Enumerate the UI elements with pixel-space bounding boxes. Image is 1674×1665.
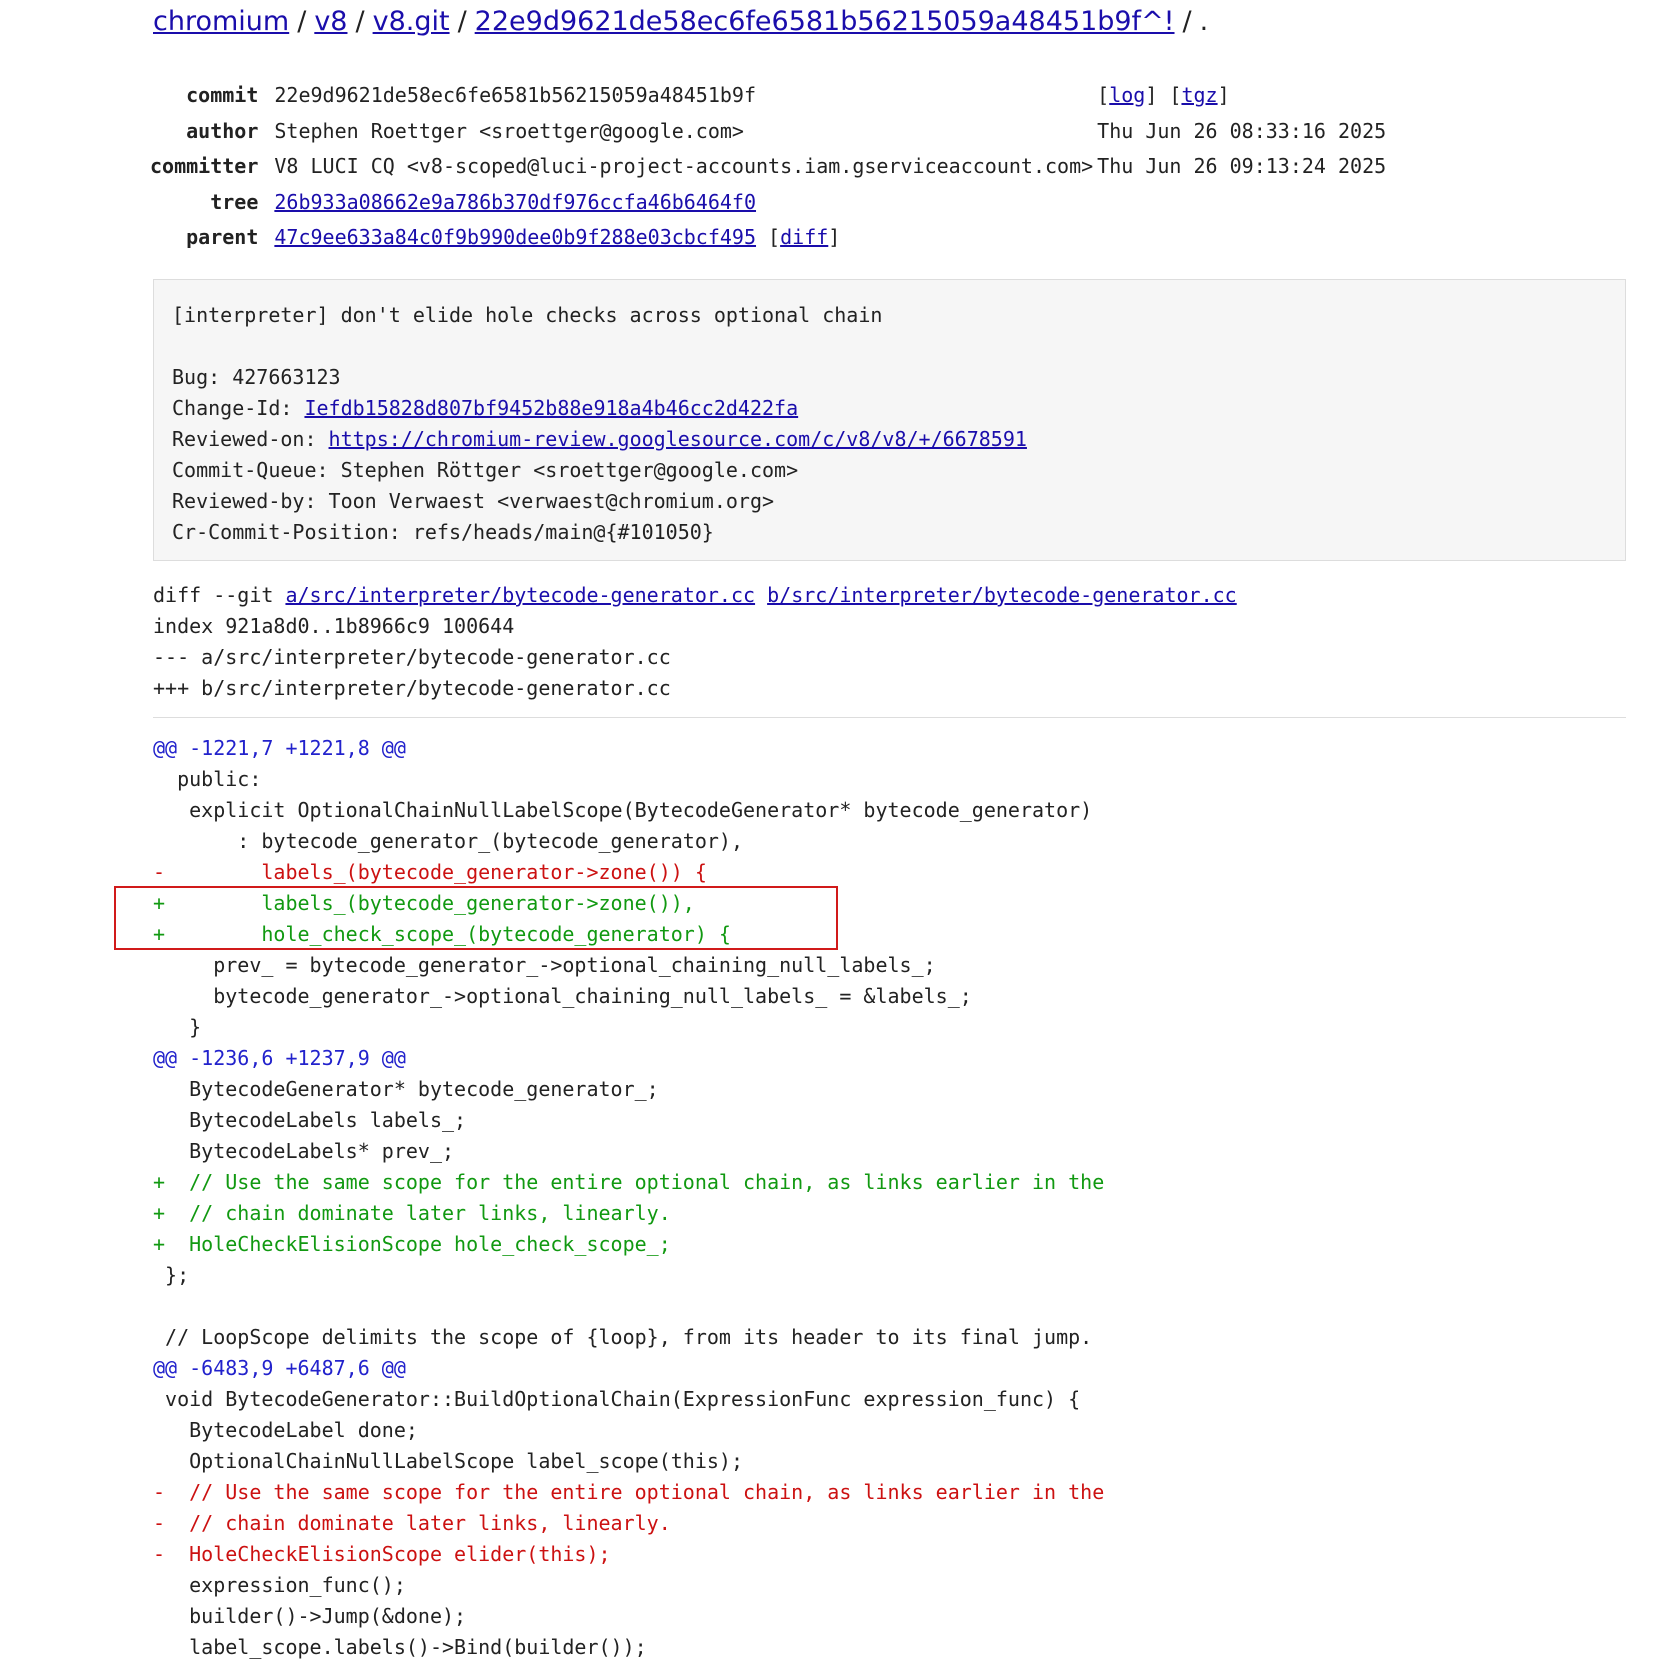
commit-hash: 22e9d9621de58ec6fe6581b56215059a48451b9f xyxy=(274,83,757,107)
commit-subject: [interpreter] don't elide hole checks across optional chain xyxy=(172,303,883,327)
diff-minus-line: --- a/src/interpreter/bytecode-generator.cc xyxy=(153,645,671,669)
diff-context-line: bytecode_generator_->optional_chaining_null_labels_ = &labels_; xyxy=(153,984,972,1008)
parent-row xyxy=(150,220,1396,256)
diff-plus-line: +++ b/src/interpreter/bytecode-generator.cc xyxy=(153,676,671,700)
breadcrumb-link-v8-git[interactable]: v8.git xyxy=(372,6,450,37)
reviewed-on-line xyxy=(172,424,1607,455)
commit-links: [log] [tgz] xyxy=(1097,83,1230,107)
author-label: author xyxy=(186,118,259,143)
commit-bug: Bug: 427663123 xyxy=(172,365,341,389)
diff-removed-line: - // chain dominate later links, linearly. xyxy=(153,1511,671,1535)
tgz-link[interactable]: tgz xyxy=(1181,83,1218,107)
diff-added-line: + hole_check_scope_(bytecode_generator) { xyxy=(153,922,731,946)
diff-context-line: explicit OptionalChainNullLabelScope(BytecodeGenerator* bytecode_generator) xyxy=(153,798,1093,822)
commit-message xyxy=(153,279,1626,561)
cr-commit-position-line: Cr-Commit-Position: refs/heads/main@{#101050} xyxy=(172,520,714,544)
committer-date: Thu Jun 26 09:13:24 2025 xyxy=(1097,154,1387,178)
diff-hunk-header: @@ -6483,9 +6487,6 @@ xyxy=(153,1356,406,1380)
commit-queue-line: Commit-Queue: Stephen Röttger <sroettger@google.com> xyxy=(172,458,799,482)
diff-context-line: public: xyxy=(153,767,262,791)
diff-context-line: BytecodeGenerator* bytecode_generator_; xyxy=(153,1077,659,1101)
commit-row xyxy=(150,78,1396,114)
change-id-link[interactable]: Iefdb15828d807bf9452b88e918a4b46cc2d422fa xyxy=(304,396,799,420)
diff-added-line: + labels_(bytecode_generator->zone()), xyxy=(153,891,695,915)
breadcrumb-separator: / xyxy=(297,6,307,37)
diff-removed-line: - labels_(bytecode_generator->zone()) { xyxy=(153,860,707,884)
tree-row xyxy=(150,185,1396,221)
diff-b-path-link[interactable]: b/src/interpreter/bytecode-generator.cc xyxy=(767,583,1237,607)
diff-added-line: + HoleCheckElisionScope hole_check_scope_; xyxy=(153,1232,671,1256)
commit-metadata xyxy=(150,78,1396,256)
diff-git-prefix: diff --git xyxy=(153,583,286,607)
log-link[interactable]: log xyxy=(1109,83,1146,107)
tree-cell xyxy=(274,185,1097,221)
diff-body xyxy=(153,733,1104,1663)
breadcrumb-separator: / xyxy=(355,6,365,37)
diff-added-line: + // chain dominate later links, linearly. xyxy=(153,1201,671,1225)
diff-removed-line: - HoleCheckElisionScope elider(this); xyxy=(153,1542,611,1566)
reviewed-on-label: Reviewed-on: xyxy=(172,427,329,451)
diff-context-line: BytecodeLabels* prev_; xyxy=(153,1139,455,1163)
parent-cell: 47c9ee633a84c0f9b990dee0b9f288e03cbcf495 [diff] xyxy=(274,225,841,249)
diff-context-line: BytecodeLabel done; xyxy=(153,1418,418,1442)
breadcrumb-tail: . xyxy=(1199,6,1209,37)
committer-value: V8 LUCI CQ <v8-scoped@luci-project-accounts.iam.gserviceaccount.com> xyxy=(274,154,1094,178)
diff-context-line: expression_func(); xyxy=(153,1573,406,1597)
diff-context-line: prev_ = bytecode_generator_->optional_chaining_null_labels_; xyxy=(153,953,936,977)
change-id-line xyxy=(172,393,1607,424)
breadcrumb-link-commit[interactable]: 22e9d9621de58ec6fe6581b56215059a48451b9f^! xyxy=(474,6,1175,37)
diff-context-line: : bytecode_generator_(bytecode_generator), xyxy=(153,829,744,853)
diff-context-line: }; xyxy=(153,1263,190,1287)
commit-label: commit xyxy=(186,83,259,107)
diff-index-line: index 921a8d0..1b8966c9 100644 xyxy=(153,614,515,638)
diff-context-line: // LoopScope delimits the scope of {loop}, from its header to its final jump. xyxy=(153,1325,1093,1349)
diff-context-line: void BytecodeGenerator::BuildOptionalChain(ExpressionFunc expression_func) { xyxy=(153,1387,1081,1411)
reviewed-by-line: Reviewed-by: Toon Verwaest <verwaest@chromium.org> xyxy=(172,489,775,513)
breadcrumb xyxy=(153,6,1208,37)
annotation-highlight-box xyxy=(114,886,838,950)
divider xyxy=(153,717,1626,718)
diff-context-line: OptionalChainNullLabelScope label_scope(this); xyxy=(153,1449,744,1473)
breadcrumb-link-chromium[interactable]: chromium xyxy=(153,6,290,37)
author-date: Thu Jun 26 08:33:16 2025 xyxy=(1097,118,1387,143)
diff-removed-line: - // Use the same scope for the entire optional chain, as links earlier in the xyxy=(153,1480,1105,1504)
committer-row xyxy=(150,149,1396,185)
diff-context-line: builder()->Jump(&done); xyxy=(153,1604,467,1628)
diff-context-line: BytecodeLabels labels_; xyxy=(153,1108,467,1132)
author-value: Stephen Roettger <sroettger@google.com> xyxy=(274,118,744,143)
diff-header xyxy=(153,580,1237,704)
breadcrumb-separator: / xyxy=(1182,6,1192,37)
parent-link[interactable]: 47c9ee633a84c0f9b990dee0b9f288e03cbcf495 xyxy=(274,225,757,249)
breadcrumb-separator: / xyxy=(457,6,467,37)
breadcrumb-link-v8[interactable]: v8 xyxy=(314,6,348,37)
reviewed-on-link[interactable]: https://chromium-review.googlesource.com/c/v8/v8/+/6678591 xyxy=(328,427,1027,451)
diff-git-line xyxy=(153,580,1237,611)
diff-a-path-link[interactable]: a/src/interpreter/bytecode-generator.cc xyxy=(285,583,756,607)
diff-context-line xyxy=(153,1291,1104,1322)
author-row xyxy=(150,114,1396,150)
tree-label: tree xyxy=(210,189,259,214)
tree-link[interactable]: 26b933a08662e9a786b370df976ccfa46b6464f0 xyxy=(274,189,757,214)
committer-label: committer xyxy=(150,154,259,178)
diff-link[interactable]: diff xyxy=(780,225,829,249)
parent-label: parent xyxy=(186,225,259,249)
diff-hunk-header: @@ -1221,7 +1221,8 @@ xyxy=(153,736,406,760)
diff-context-line: label_scope.labels()->Bind(builder()); xyxy=(153,1635,647,1659)
diff-hunk-header: @@ -1236,6 +1237,9 @@ xyxy=(153,1046,406,1070)
change-id-label: Change-Id: xyxy=(172,396,305,420)
diff-context-line: } xyxy=(153,1015,202,1039)
diff-added-line: + // Use the same scope for the entire optional chain, as links earlier in the xyxy=(153,1170,1105,1194)
